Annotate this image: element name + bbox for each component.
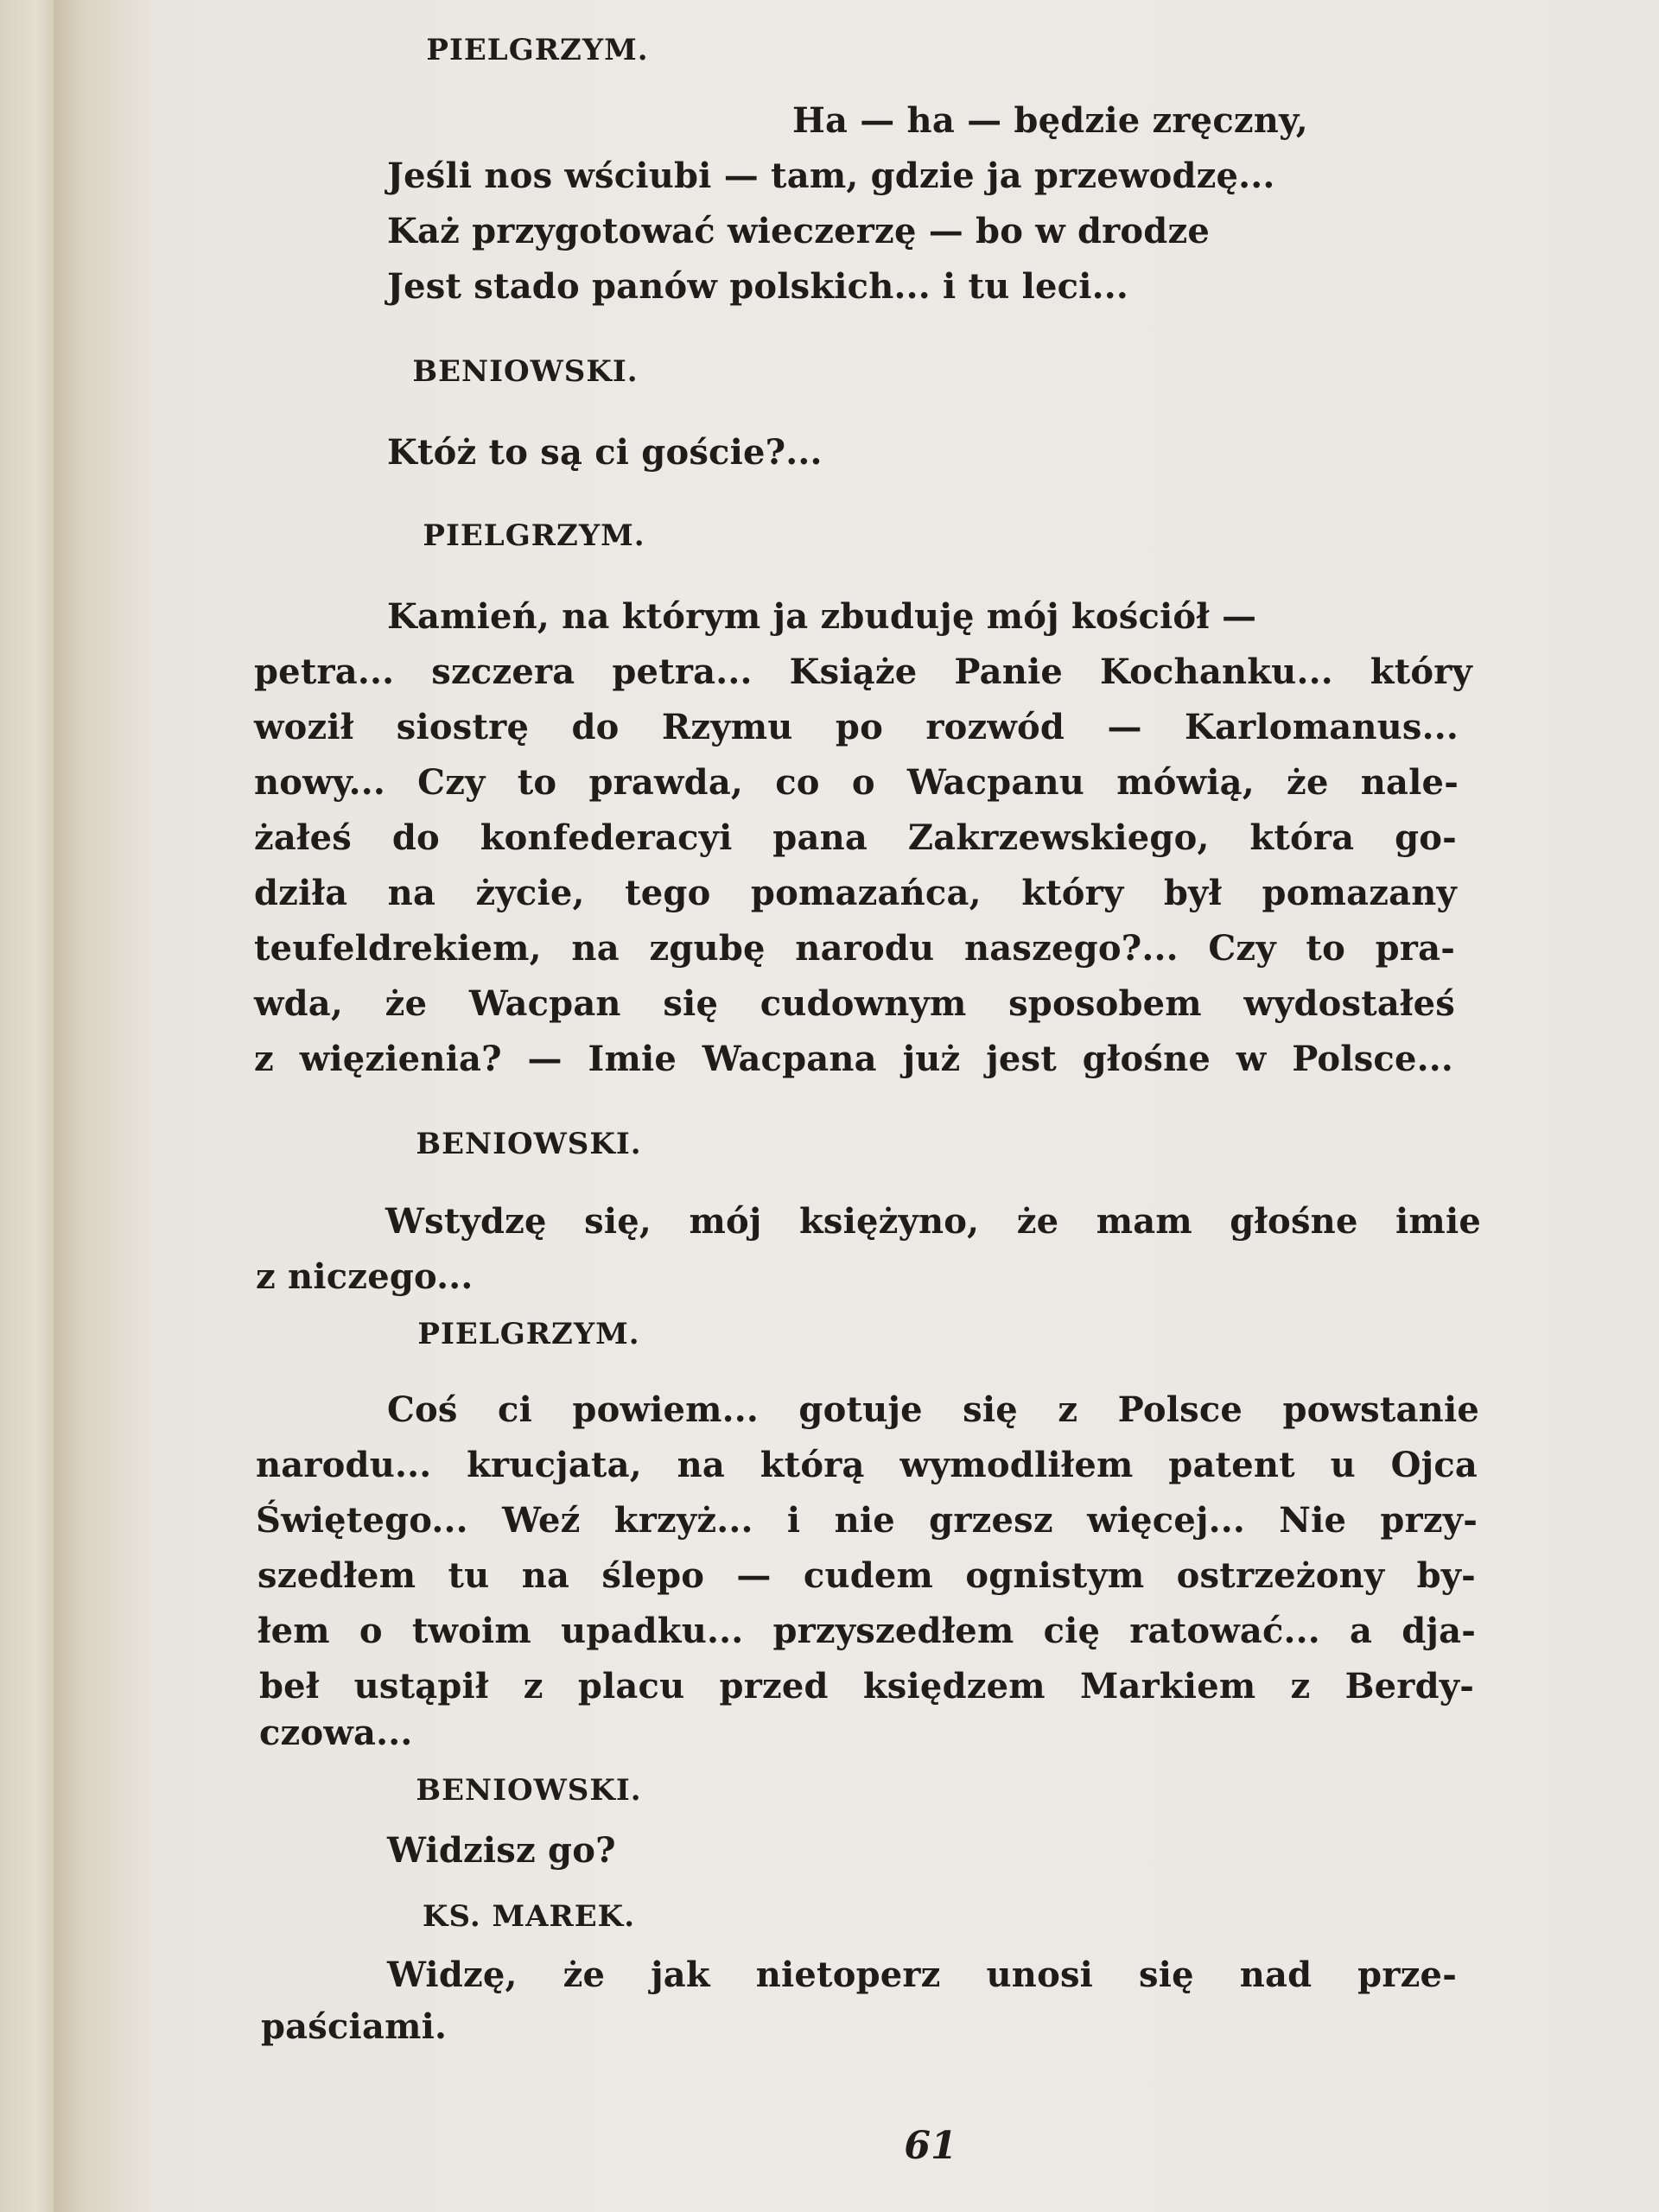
prose-line: Coś ci powiem... gotuje się z Polsce powstanie <box>387 1389 1479 1430</box>
speaker-heading: PIELGRZYM. <box>423 518 645 553</box>
prose-line: petra... szczera petra... Książe Panie Kochanku... który <box>254 652 1472 692</box>
verse-line: Ha — ha — będzie zręczny, <box>792 100 1308 141</box>
prose-line: Widzisz go? <box>387 1830 616 1871</box>
verse-line: Jeśli nos wściubi — tam, gdzie ja przewodzę... <box>387 156 1275 196</box>
speaker-heading: PIELGRZYM. <box>426 33 649 67</box>
prose-line: paściami. <box>261 2006 448 2047</box>
prose-line: nowy... Czy to prawda, co o Wacpanu mówią, że nale- <box>254 762 1459 803</box>
prose-line: łem o twoim upadku... przyszedłem cię ratować... a dja- <box>257 1611 1476 1651</box>
prose-line: Wstydzę się, mój księżyno, że mam głośne imie <box>385 1201 1481 1242</box>
prose-line: dziła na życie, tego pomazańca, który był pomazany <box>254 873 1457 913</box>
prose-line: woził siostrę do Rzymu po rozwód — Karlomanus... <box>254 707 1459 747</box>
prose-line: Widzę, że jak nietoperz unosi się nad prze- <box>387 1955 1457 1995</box>
speaker-heading: BENIOWSKI. <box>416 1773 642 1808</box>
speaker-heading: KS. MAREK. <box>422 1899 636 1934</box>
prose-line: Któż to są ci goście?... <box>387 432 823 473</box>
speaker-heading: BENIOWSKI. <box>416 1127 642 1161</box>
prose-line: szedłem tu na ślepo — cudem ognistym ostrzeżony by- <box>257 1555 1476 1596</box>
prose-line: z niczego... <box>256 1256 474 1297</box>
prose-line: beł ustąpił z placu przed księdzem Markiem z Berdy- <box>259 1666 1474 1707</box>
facing-page-edge <box>0 0 60 2212</box>
page-number: 61 <box>904 2124 957 2168</box>
speaker-heading: PIELGRZYM. <box>417 1317 640 1351</box>
speaker-heading: BENIOWSKI. <box>412 354 639 389</box>
prose-line: żałeś do konfederacyi pana Zakrzewskiego, która go- <box>254 817 1457 858</box>
book-page <box>149 0 1659 2212</box>
prose-line: z więzienia? — Imie Wacpana już jest głośne w Polsce... <box>254 1039 1453 1079</box>
verse-line: Jest stado panów polskich... i tu leci... <box>387 266 1128 307</box>
prose-line: Kamień, na którym ja zbuduję mój kościół — <box>387 596 1257 637</box>
prose-line: wda, że Wacpan się cudownym sposobem wydostałeś <box>254 983 1455 1024</box>
verse-line: Każ przygotować wieczerzę — bo w drodze <box>387 211 1211 251</box>
prose-line: Świętego... Weź krzyż... i nie grzesz więcej... Nie przy- <box>256 1500 1478 1541</box>
book-gutter <box>54 0 149 2212</box>
prose-line: narodu... krucjata, na którą wymodliłem patent u Ojca <box>256 1445 1478 1485</box>
prose-line: teufeldrekiem, na zgubę narodu naszego?... Czy to pra- <box>254 928 1455 969</box>
prose-line: czowa... <box>259 1713 413 1753</box>
